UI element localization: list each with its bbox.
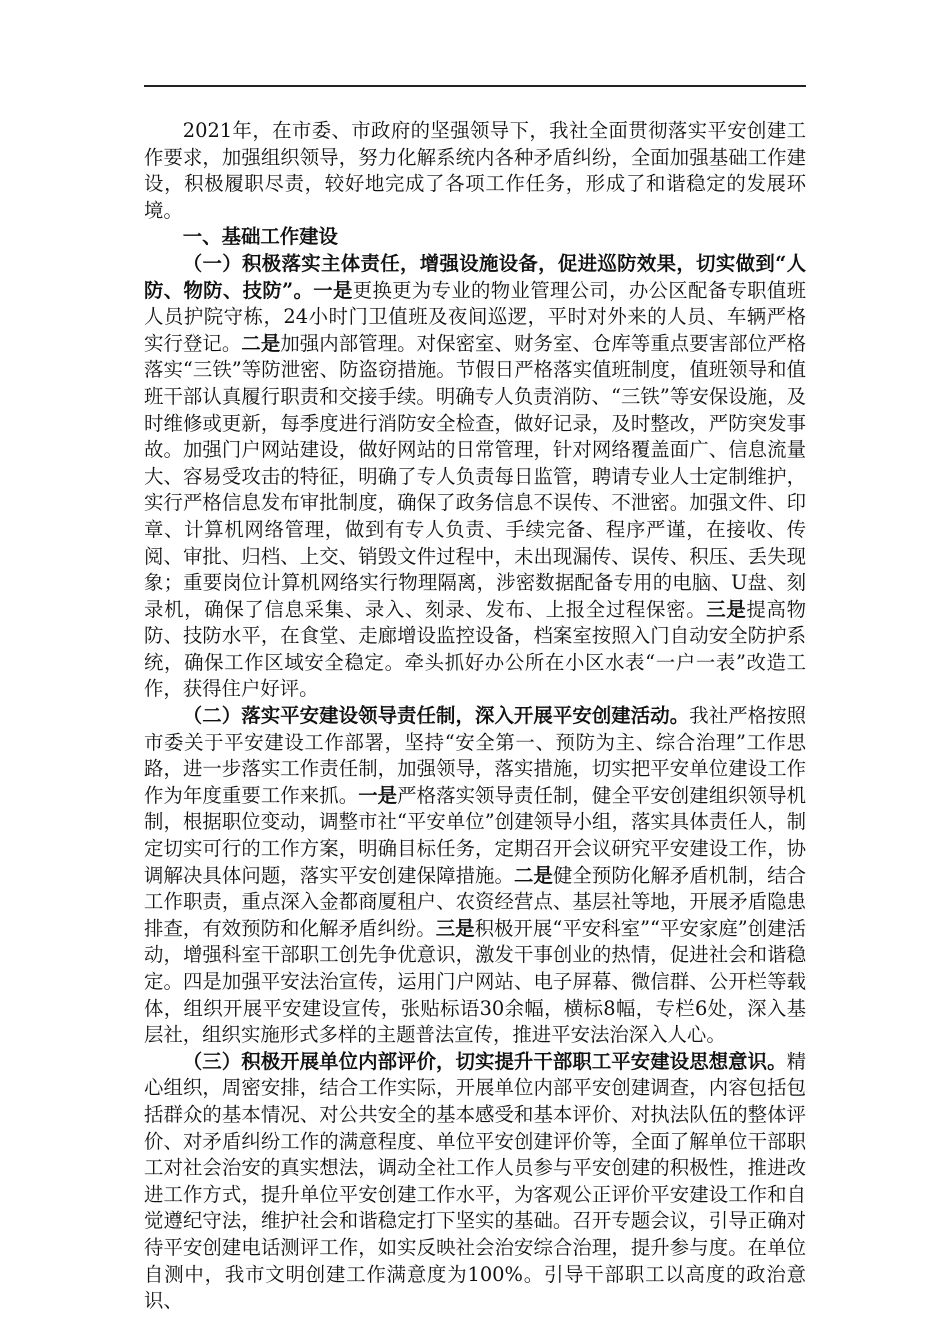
paragraph-heading: （一）积极落实主体责任，增强设施设备，促进巡防效果，切实做到“人防、物防、技防”。 (144, 251, 806, 302)
intro-paragraph: 2021年，在市委、市政府的坚强领导下，我社全面贯彻落实平安创建工作要求，加强组织领导，努力化解系统内各种矛盾纠纷，全面加强基础工作建设，积极履职尽责，较好地完成了各项工作任务，形成了和谐稳定的发展环境。 (144, 119, 806, 222)
section-heading-basic-work: 一、基础工作建设 (182, 225, 338, 249)
paragraph-leadership-responsibility (144, 703, 806, 1049)
point-text: 健全预防化解矛盾机制，结合工作职责，重点深入金都商厦租户、农资经营点、基层社等地，开展矛盾隐患排查，有效预防和化解矛盾纠纷。 (144, 863, 807, 940)
point-text: 严格落实领导责任制，健全平安创建组织领导机制，根据职位变动，调整市社“平安单位”创建领导小组，落实具体责任人，制定切实可行的工作方案，明确目标任务，定期召开会议研究平安建设工作，协调解决具体问题，落实平安创建保障措施。 (144, 783, 807, 887)
point-text: 积极开展“平安科室”“平安家庭”创建活动，增强科室干部职工创先争优意识，激发干事创业的热情，促进社会和谐稳定。四是加强平安法治宣传，运用门户网站、电子屏幕、微信群、公开栏等载体，组织开展平安建设宣传，张贴标语30余幅，横标8幅，专栏6处，深入基层社，组织实施形式多样的主题普法宣传，推进平安法治深入人心。 (144, 916, 807, 1047)
point-marker: 三是 (706, 597, 747, 621)
point-marker: 二是 (241, 331, 281, 355)
paragraph-heading: （三）积极开展单位内部评价，切实提升干部职工平安建设思想意识。 (182, 1049, 787, 1073)
paragraph-text: 我社严格按照市委关于平安建设工作部署，坚持“安全第一、预防为主、综合治理”工作思路，进一步落实工作责任制，加强领导，落实措施，切实把平安单位建设工作作为年度重要工作来抓。 (144, 704, 807, 807)
paragraph-heading: （二）落实平安建设领导责任制，深入开展平安创建活动。 (182, 704, 690, 728)
point-marker: 二是 (514, 863, 553, 887)
point-text: 提高物防、技防水平，在食堂、走廊增设监控设备，档案室按照入门自动安全防护系统，确保工作区域安全稳定。牵头抓好办公所在小区水表“一户一表”改造工作，获得住户好评。 (144, 597, 807, 701)
point-marker: 一是 (313, 278, 353, 302)
header-rule (144, 85, 806, 87)
paragraph-internal-evaluation (144, 1049, 806, 1315)
point-text: 更换更为专业的物业管理公司，办公区配备专职值班人员护院守栋，24小时门卫值班及夜间巡逻，平时对外来的人员、车辆严格实行登记。 (144, 278, 807, 355)
paragraph-text: 精心组织，周密安排，结合工作实际，开展单位内部平安创建调查，内容包括包括群众的基本情况、对公共安全的基本感受和基本评价、对执法队伍的整体评价、对矛盾纠纷工作的满意程度、单位平安创建评价等，全面了解单位干部职工对社会治安的真实想法，调动全社工作人员参与平安创建的积极性，推进改进工作方式，提升单位平安创建工作水平，为客观公正评价平安建设工作和自觉遵纪守法，维护社会和谐稳定打下坚实的基础。召开专题会议，引导正确对待平安创建电话测评工作，如实反映社会治安综合治理，提升参与度。在单位自测中，我市文明创建工作满意度为100%。引导干部职工以高度的政治意识、 (144, 1049, 806, 1313)
point-text: 加强内部管理。对保密室、财务室、仓库等重点要害部位严格落实“三铁”等防泄密、防盗窃措施。节假日严格落实值班制度，值班领导和值班干部认真履行职责和交接手续。明确专人负责消防、“三铁”等安保设施，及时维修或更新，每季度进行消防安全检查，做好记录，及时整改，严防突发事故。加强门户网站建设，做好网站的日常管理，针对网络覆盖面广、信息流量大、容易受攻击的特征，明确了专人负责每日监管，聘请专业人士定制维护，实行严格信息发布审批制度，确保了政务信息不误传、不泄密。加强文件、印章、计算机网络管理，做到有专人负责、手续完备、程序严谨，在接收、传阅、审批、归档、上交、销毁文件过程中，未出现漏传、误传、积压、丢失现象；重要岗位计算机网络实行物理隔离，涉密数据配备专用的电脑、U盘、刻录机，确保了信息采集、录入、刻录、发布、上报全过程保密。 (144, 331, 807, 621)
point-marker: 三是 (435, 916, 475, 940)
point-marker: 一是 (358, 783, 398, 807)
paragraph-responsibility-facilities (144, 251, 806, 703)
document-body (144, 118, 806, 1315)
